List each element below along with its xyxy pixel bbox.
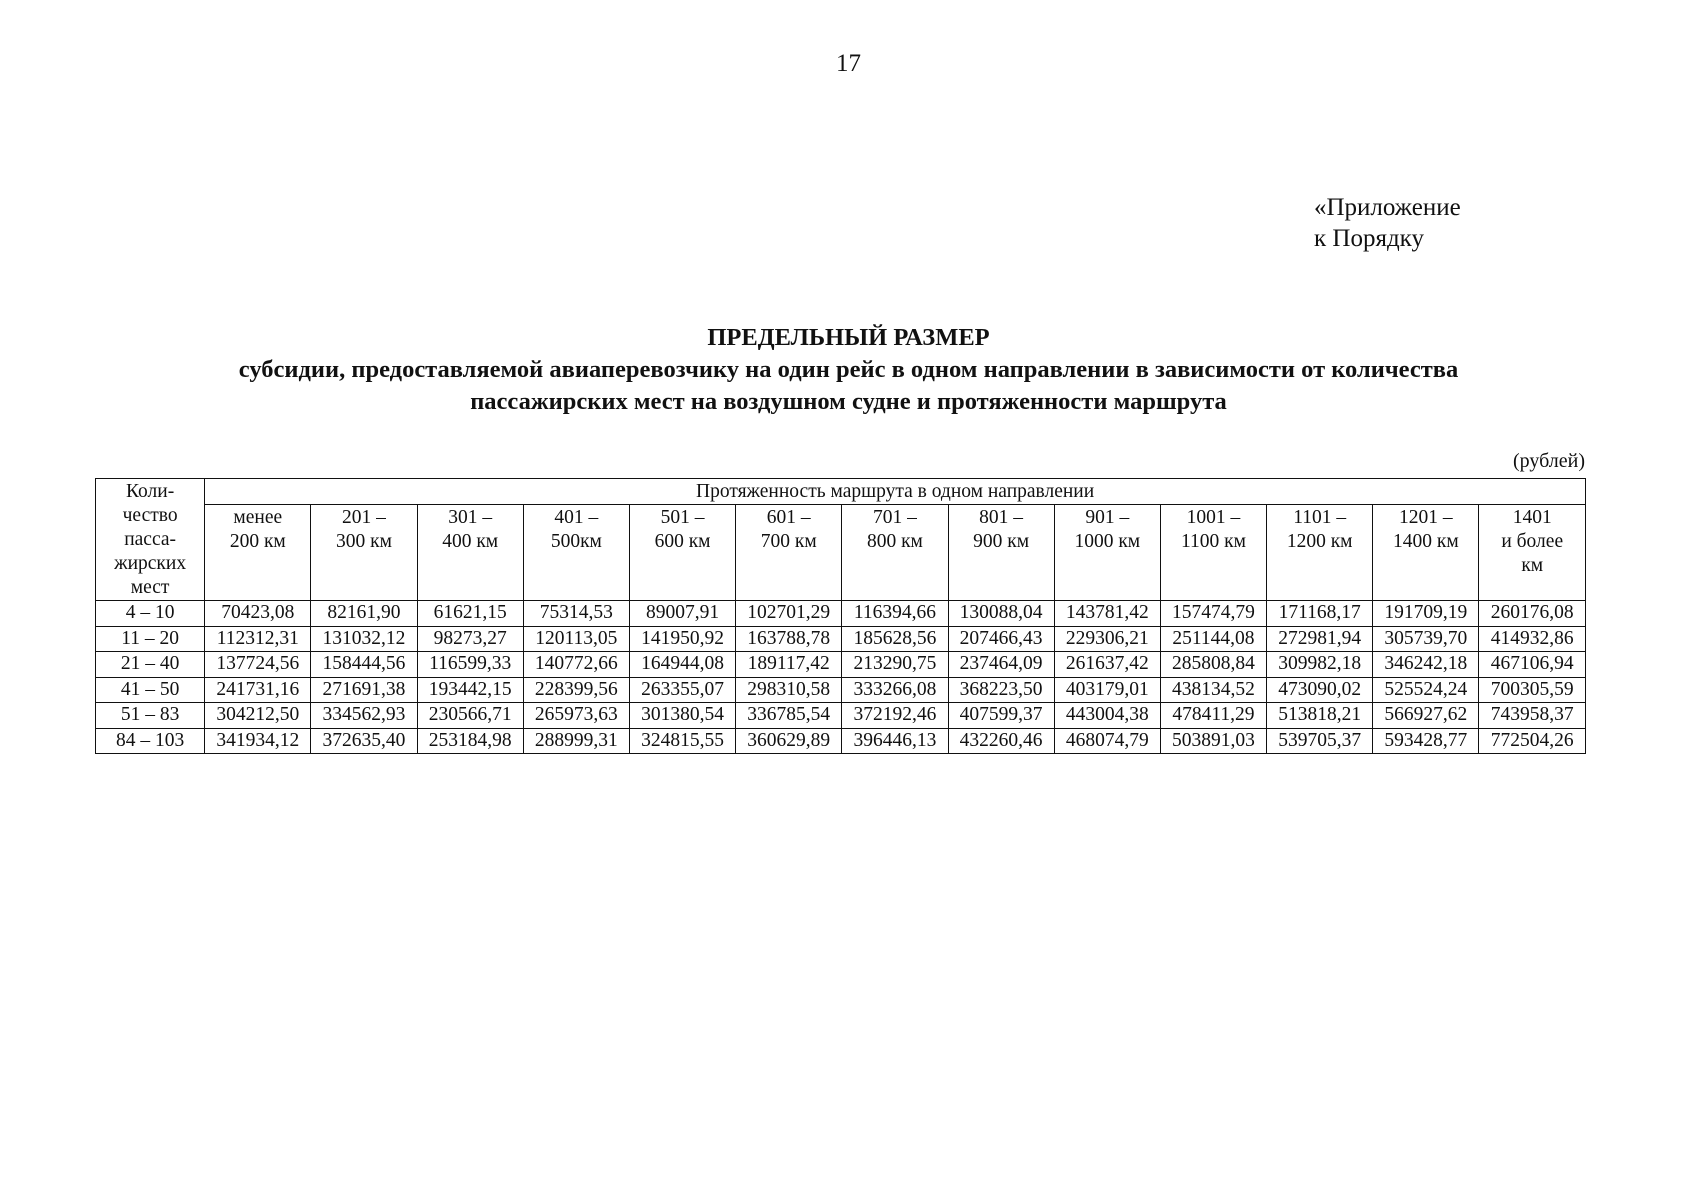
subsidy-value-cell: 513818,21 bbox=[1267, 703, 1373, 729]
subsidy-value-cell: 251144,08 bbox=[1160, 626, 1266, 652]
distance-range-line: 1000 км bbox=[1074, 531, 1141, 552]
distance-range-line: менее bbox=[233, 507, 283, 528]
subsidy-value-cell: 229306,21 bbox=[1054, 626, 1160, 652]
appendix-line-2: к Порядку bbox=[1314, 225, 1424, 252]
subsidy-value-cell: 112312,31 bbox=[205, 626, 311, 652]
subsidy-value-cell: 263355,07 bbox=[629, 677, 735, 703]
table-row bbox=[96, 626, 1586, 652]
subsidy-value-cell: 333266,08 bbox=[842, 677, 948, 703]
distance-range-header bbox=[1054, 505, 1160, 601]
distance-range-line: 1201 – bbox=[1399, 507, 1453, 528]
title-line-2: пассажирских мест на воздушном судне и протяженности маршрута bbox=[470, 388, 1227, 415]
subsidy-value-cell: 140772,66 bbox=[523, 652, 629, 678]
subsidy-value-cell: 230566,71 bbox=[417, 703, 523, 729]
subsidy-value-cell: 98273,27 bbox=[417, 626, 523, 652]
subsidy-value-cell: 70423,08 bbox=[205, 601, 311, 627]
subsidy-value-cell: 341934,12 bbox=[205, 728, 311, 754]
subsidy-value-cell: 438134,52 bbox=[1160, 677, 1266, 703]
distance-range-line: 701 – bbox=[872, 507, 917, 528]
seats-range-cell: 84 – 103 bbox=[96, 728, 205, 754]
units-label: (рублей) bbox=[1512, 450, 1585, 472]
distance-range-line: 1401 bbox=[1512, 507, 1552, 528]
distance-range-header bbox=[417, 505, 523, 601]
table-row bbox=[96, 677, 1586, 703]
subsidy-value-cell: 372192,46 bbox=[842, 703, 948, 729]
subsidy-value-cell: 503891,03 bbox=[1160, 728, 1266, 754]
distance-range-header bbox=[1160, 505, 1266, 601]
distance-range-header bbox=[736, 505, 842, 601]
distance-range-line: и более bbox=[1501, 531, 1564, 552]
subsidy-value-cell: 228399,56 bbox=[523, 677, 629, 703]
distance-range-line: 1400 км bbox=[1393, 531, 1459, 552]
distance-range-line: 1200 км bbox=[1286, 531, 1353, 552]
distance-range-line: 800 км bbox=[866, 531, 923, 552]
subsidy-value-cell: 432260,46 bbox=[948, 728, 1054, 754]
subsidy-value-cell: 478411,29 bbox=[1160, 703, 1266, 729]
subsidy-value-cell: 772504,26 bbox=[1479, 728, 1586, 754]
distance-range-line: 1001 – bbox=[1186, 507, 1241, 528]
subsidy-value-cell: 193442,15 bbox=[417, 677, 523, 703]
distance-range-line: 300 км bbox=[336, 531, 392, 552]
subsidy-value-cell: 130088,04 bbox=[948, 601, 1054, 627]
subsidy-value-cell: 336785,54 bbox=[736, 703, 842, 729]
subsidy-value-cell: 334562,93 bbox=[311, 703, 417, 729]
seats-header-line: жирских bbox=[114, 553, 187, 574]
subsidy-value-cell: 185628,56 bbox=[842, 626, 948, 652]
subsidy-value-cell: 525524,24 bbox=[1373, 677, 1479, 703]
seats-range-cell: 11 – 20 bbox=[96, 626, 205, 652]
subsidy-value-cell: 298310,58 bbox=[736, 677, 842, 703]
distance-ranges-row bbox=[96, 505, 1586, 601]
appendix-line-1: «Приложение bbox=[1314, 194, 1461, 221]
seats-header-line: пасса- bbox=[124, 529, 176, 550]
table-row bbox=[96, 652, 1586, 678]
title-line-1: субсидии, предоставляемой авиаперевозчику на один рейс в одном направлении в зависимости от количества bbox=[238, 356, 1459, 383]
seats-range-cell: 21 – 40 bbox=[96, 652, 205, 678]
distance-range-header bbox=[1373, 505, 1479, 601]
subsidy-table bbox=[95, 478, 1586, 754]
distance-range-line: 700 км bbox=[760, 531, 817, 552]
subsidy-value-cell: 75314,53 bbox=[523, 601, 629, 627]
seats-header-line: мест bbox=[130, 577, 170, 598]
distance-range-header bbox=[311, 505, 417, 601]
subsidy-value-cell: 403179,01 bbox=[1054, 677, 1160, 703]
subsidy-value-cell: 396446,13 bbox=[842, 728, 948, 754]
distance-group-header: Протяженность маршрута в одном направлении bbox=[205, 479, 1586, 505]
distance-range-line: км bbox=[1521, 555, 1544, 576]
subsidy-value-cell: 116394,66 bbox=[842, 601, 948, 627]
subsidy-value-cell: 324815,55 bbox=[629, 728, 735, 754]
subsidy-value-cell: 137724,56 bbox=[205, 652, 311, 678]
distance-range-line: 301 – bbox=[448, 507, 493, 528]
subsidy-value-cell: 131032,12 bbox=[311, 626, 417, 652]
subsidy-value-cell: 473090,02 bbox=[1267, 677, 1373, 703]
subsidy-value-cell: 467106,94 bbox=[1479, 652, 1586, 678]
subsidy-value-cell: 346242,18 bbox=[1373, 652, 1479, 678]
subsidy-value-cell: 89007,91 bbox=[629, 601, 735, 627]
distance-range-header bbox=[948, 505, 1054, 601]
distance-range-header bbox=[1479, 505, 1586, 601]
subsidy-value-cell: 305739,70 bbox=[1373, 626, 1479, 652]
subsidy-value-cell: 372635,40 bbox=[311, 728, 417, 754]
subsidy-value-cell: 82161,90 bbox=[311, 601, 417, 627]
table-row bbox=[96, 601, 1586, 627]
distance-range-line: 400 км bbox=[442, 531, 499, 552]
seats-header-line: Коли- bbox=[126, 481, 175, 502]
subsidy-value-cell: 593428,77 bbox=[1373, 728, 1479, 754]
subsidy-value-cell: 414932,86 bbox=[1479, 626, 1586, 652]
subsidy-value-cell: 309982,18 bbox=[1267, 652, 1373, 678]
subsidy-value-cell: 143781,42 bbox=[1054, 601, 1160, 627]
distance-range-line: 601 – bbox=[766, 507, 811, 528]
title-heading: ПРЕДЕЛЬНЫЙ РАЗМЕР bbox=[707, 324, 990, 351]
subsidy-value-cell: 163788,78 bbox=[736, 626, 842, 652]
table-header-row bbox=[96, 479, 1586, 505]
subsidy-value-cell: 301380,54 bbox=[629, 703, 735, 729]
subsidy-value-cell: 360629,89 bbox=[736, 728, 842, 754]
subsidy-value-cell: 164944,08 bbox=[629, 652, 735, 678]
subsidy-value-cell: 265973,63 bbox=[523, 703, 629, 729]
appendix-reference bbox=[1314, 192, 1461, 254]
seats-range-cell: 41 – 50 bbox=[96, 677, 205, 703]
table-body bbox=[96, 601, 1586, 754]
subsidy-value-cell: 61621,15 bbox=[417, 601, 523, 627]
distance-range-line: 501 – bbox=[660, 507, 705, 528]
distance-range-line: 901 – bbox=[1085, 507, 1130, 528]
subsidy-value-cell: 171168,17 bbox=[1267, 601, 1373, 627]
distance-range-header bbox=[523, 505, 629, 601]
subsidy-value-cell: 288999,31 bbox=[523, 728, 629, 754]
subsidy-value-cell: 237464,09 bbox=[948, 652, 1054, 678]
subsidy-value-cell: 566927,62 bbox=[1373, 703, 1479, 729]
subsidy-value-cell: 157474,79 bbox=[1160, 601, 1266, 627]
table-row bbox=[96, 728, 1586, 754]
page-number: 17 bbox=[836, 50, 861, 77]
subsidy-value-cell: 407599,37 bbox=[948, 703, 1054, 729]
subsidy-value-cell: 102701,29 bbox=[736, 601, 842, 627]
distance-range-header bbox=[1267, 505, 1373, 601]
subsidy-value-cell: 443004,38 bbox=[1054, 703, 1160, 729]
subsidy-value-cell: 304212,50 bbox=[205, 703, 311, 729]
subsidy-value-cell: 189117,42 bbox=[736, 652, 842, 678]
subsidy-value-cell: 261637,42 bbox=[1054, 652, 1160, 678]
distance-range-line: 500км bbox=[550, 531, 602, 552]
distance-range-line: 200 км bbox=[229, 531, 286, 552]
subsidy-value-cell: 260176,08 bbox=[1479, 601, 1586, 627]
subsidy-value-cell: 241731,16 bbox=[205, 677, 311, 703]
subsidy-value-cell: 213290,75 bbox=[842, 652, 948, 678]
subsidy-value-cell: 539705,37 bbox=[1267, 728, 1373, 754]
seats-range-cell: 51 – 83 bbox=[96, 703, 205, 729]
subsidy-value-cell: 271691,38 bbox=[311, 677, 417, 703]
seats-column-header bbox=[96, 479, 205, 601]
subsidy-value-cell: 141950,92 bbox=[629, 626, 735, 652]
subsidy-value-cell: 285808,84 bbox=[1160, 652, 1266, 678]
distance-range-line: 900 км bbox=[973, 531, 1030, 552]
distance-range-line: 401 – bbox=[554, 507, 599, 528]
distance-range-header bbox=[629, 505, 735, 601]
subsidy-value-cell: 368223,50 bbox=[948, 677, 1054, 703]
seats-header-line: чество bbox=[122, 505, 178, 526]
distance-range-line: 1101 – bbox=[1293, 507, 1347, 528]
table-row bbox=[96, 703, 1586, 729]
subsidy-value-cell: 743958,37 bbox=[1479, 703, 1586, 729]
subsidy-value-cell: 468074,79 bbox=[1054, 728, 1160, 754]
distance-range-line: 801 – bbox=[979, 507, 1024, 528]
subsidy-value-cell: 116599,33 bbox=[417, 652, 523, 678]
subsidy-value-cell: 207466,43 bbox=[948, 626, 1054, 652]
subsidy-value-cell: 272981,94 bbox=[1267, 626, 1373, 652]
subsidy-value-cell: 191709,19 bbox=[1373, 601, 1479, 627]
seats-range-cell: 4 – 10 bbox=[96, 601, 205, 627]
distance-range-line: 201 – bbox=[342, 507, 386, 528]
distance-range-header bbox=[205, 505, 311, 601]
document-title bbox=[80, 322, 1617, 418]
subsidy-value-cell: 700305,59 bbox=[1479, 677, 1586, 703]
distance-range-header bbox=[842, 505, 948, 601]
subsidy-value-cell: 253184,98 bbox=[417, 728, 523, 754]
subsidy-value-cell: 120113,05 bbox=[523, 626, 629, 652]
distance-range-line: 600 км bbox=[654, 531, 711, 552]
distance-range-line: 1100 км bbox=[1181, 531, 1246, 552]
subsidy-value-cell: 158444,56 bbox=[311, 652, 417, 678]
